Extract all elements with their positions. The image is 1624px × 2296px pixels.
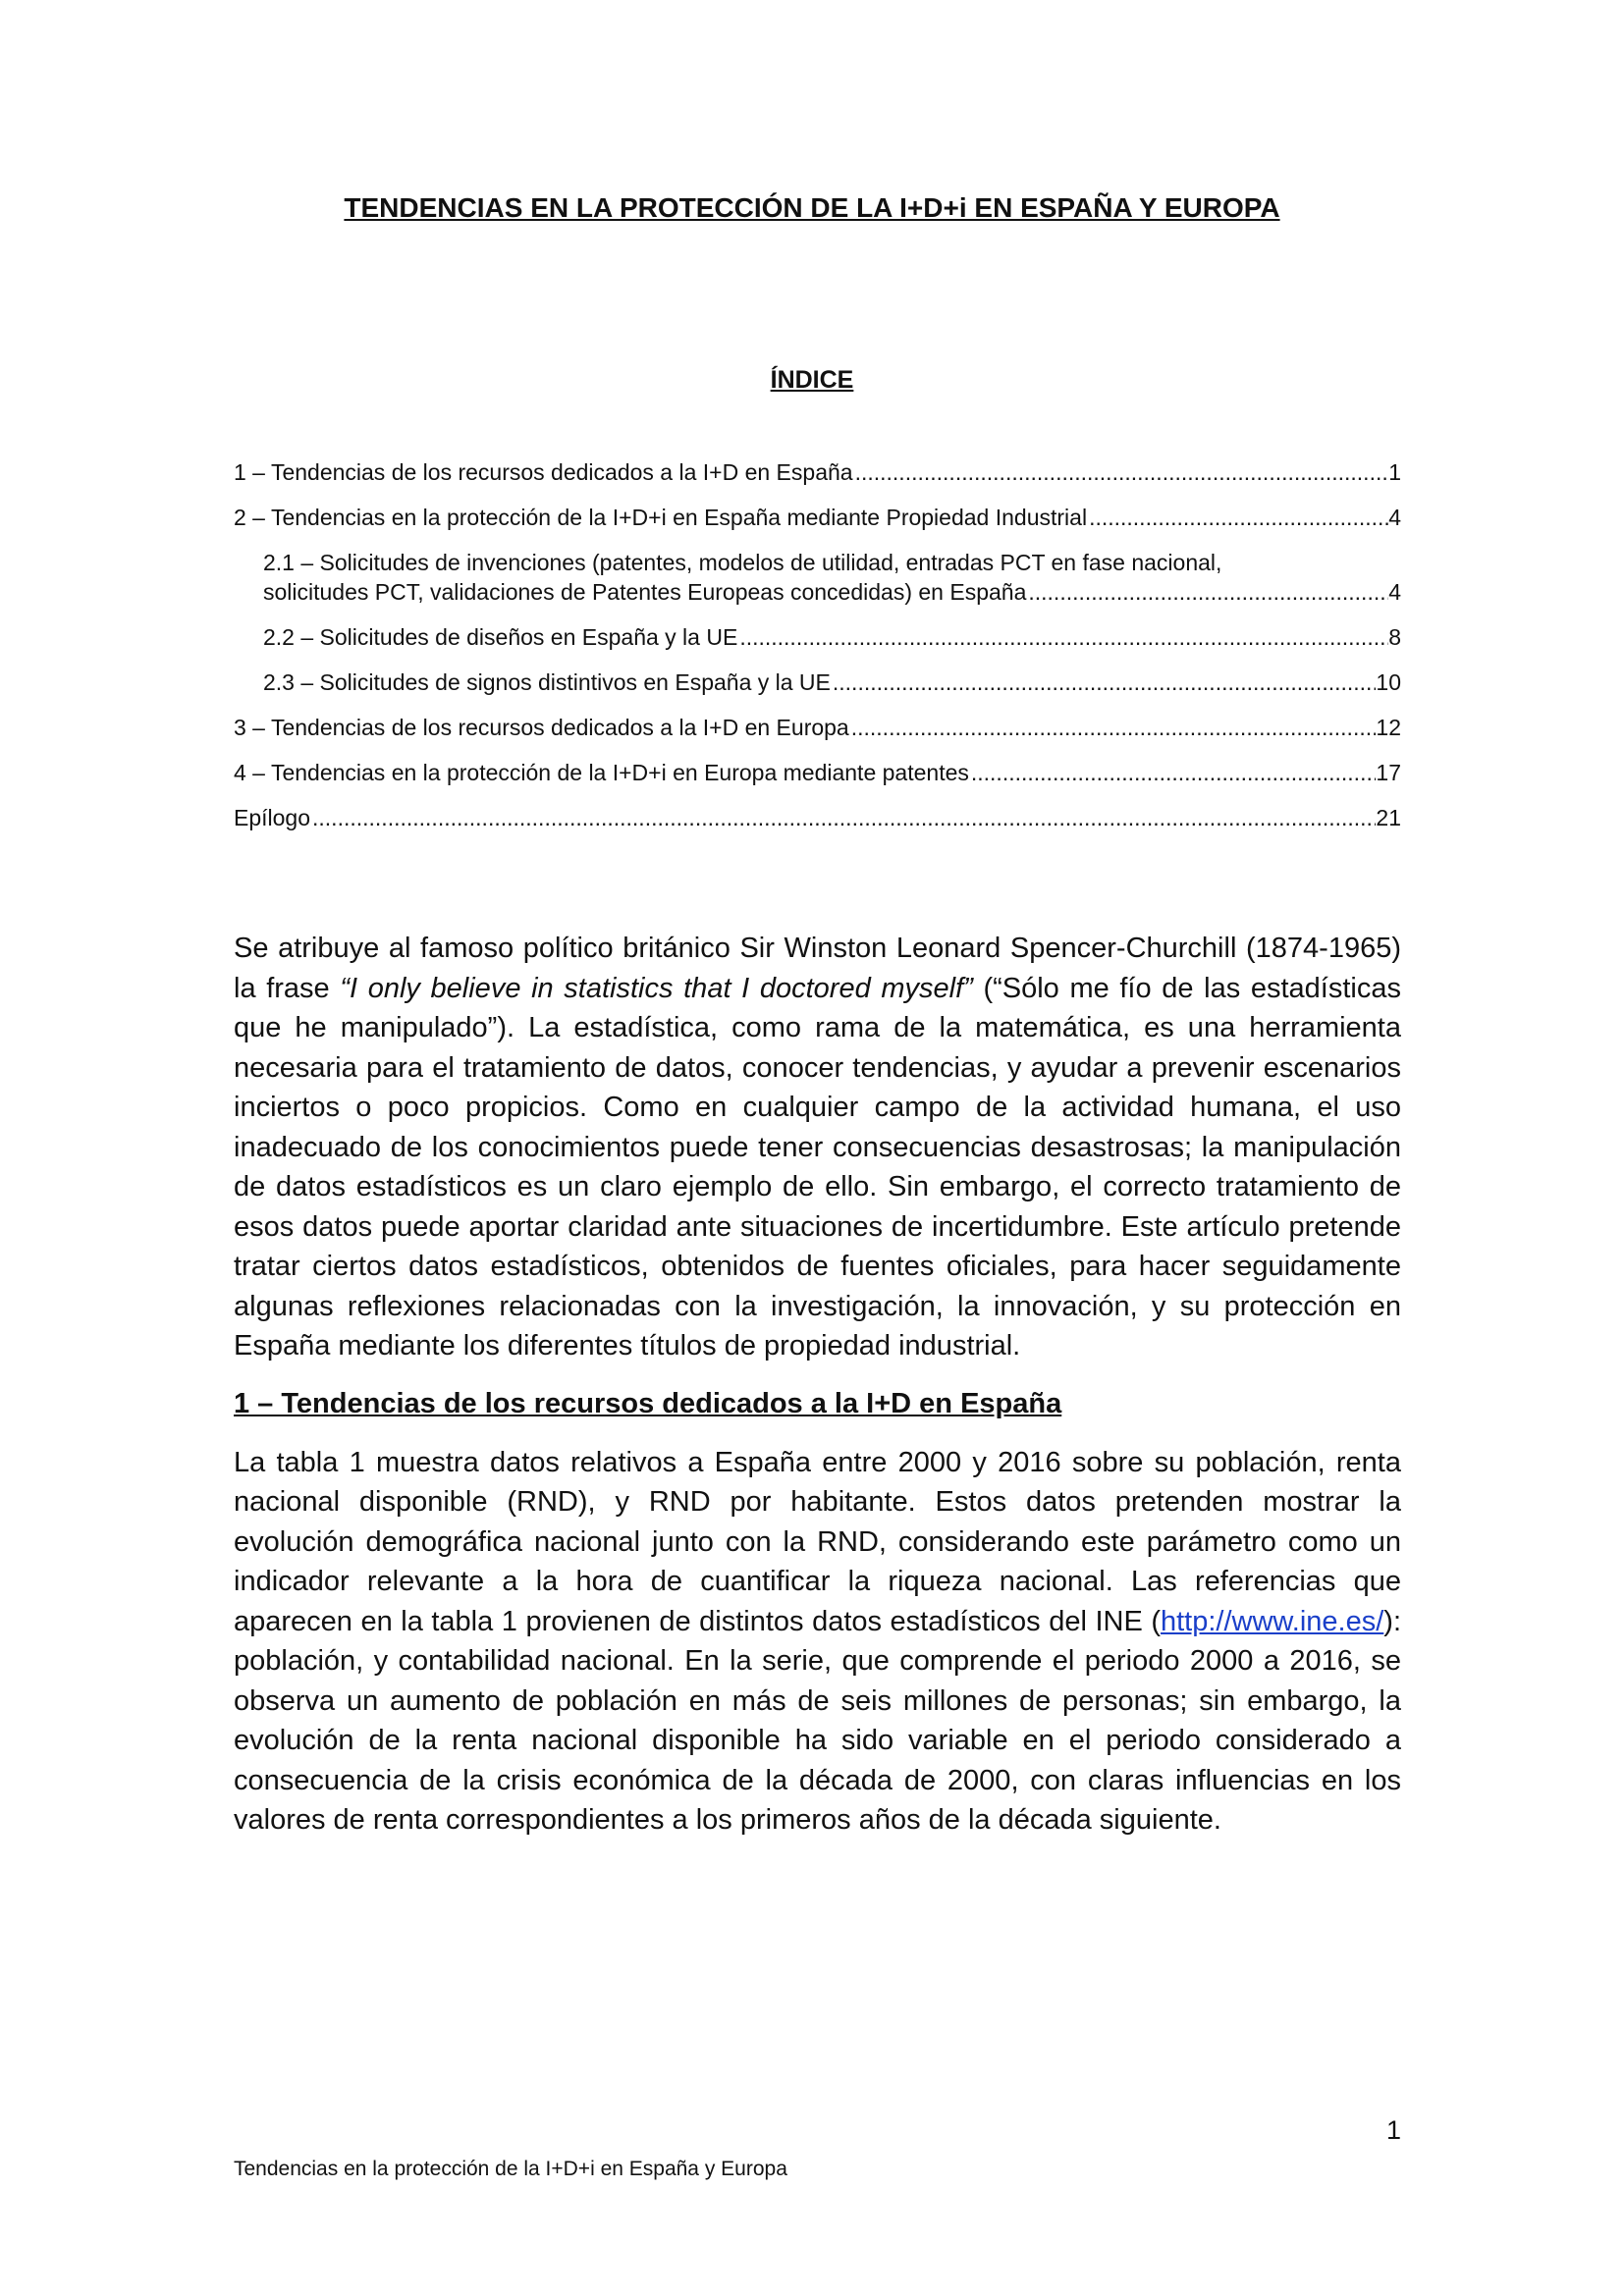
toc-entry-page: 21 — [1376, 805, 1401, 830]
toc-entry-title: 2.2 – Solicitudes de diseños en España y la UE — [263, 624, 738, 650]
toc-entry[interactable] — [234, 667, 1401, 697]
toc-leader-dots — [737, 622, 1388, 652]
toc-entry-title: 2.3 – Solicitudes de signos distintivos en España y la UE — [263, 669, 831, 695]
toc-entry[interactable] — [234, 713, 1401, 742]
toc-entry-title: 1 – Tendencias de los recursos dedicados a la I+D en España — [234, 459, 853, 485]
churchill-quote: “I only believe in statistics that I doctored myself” — [340, 972, 973, 1004]
toc-leader-dots — [831, 667, 1377, 697]
page-footer: Tendencias en la protección de la I+D+i en España y Europa — [234, 2158, 787, 2180]
toc-entry-page: 1 — [1388, 459, 1401, 485]
ine-link[interactable]: http://www.ine.es/ — [1161, 1605, 1384, 1637]
intro-text-start: Se atribuye al famoso político británico Sir Winston Leonard Spencer-Churchill (1874-1965) la frase — [234, 933, 1401, 1004]
section-1-text-end: ): población, y contabilidad nacional. En la serie, que comprende el periodo 2000 a 2016, se observa un aumento de población en más de seis millones de personas; sin embargo, la evolución de la renta nacional disponible ha sido variable en el periodo considerado a consecuencia de la crisis económica de la década de 2000, con claras influencias en los valores de renta correspondientes a los primeros años de la década siguiente. — [234, 1605, 1401, 1836]
toc-entry[interactable] — [234, 622, 1401, 652]
toc-entry[interactable] — [234, 758, 1401, 787]
toc-entry[interactable] — [234, 503, 1401, 532]
toc-heading: ÍNDICE — [770, 366, 854, 394]
section-1-paragraph — [234, 1443, 1401, 1841]
toc-entry-page: 4 — [1388, 505, 1401, 530]
document-body — [234, 929, 1401, 1841]
toc-entry-title: 2 – Tendencias en la protección de la I+D+i en España mediante Propiedad Industrial — [234, 505, 1088, 530]
toc-leader-dots — [853, 457, 1389, 487]
toc-entry-page: 12 — [1376, 715, 1401, 740]
toc-entry-title-line2: solicitudes PCT, validaciones de Patentes Europeas concedidas) en España — [263, 579, 1027, 605]
toc-entry-title: 3 – Tendencias de los recursos dedicados a la I+D en Europa — [234, 715, 849, 740]
page-number: 1 — [1385, 2115, 1401, 2145]
document-title: TENDENCIAS EN LA PROTECCIÓN DE LA I+D+i EN ESPAÑA Y EUROPA — [344, 192, 1280, 223]
toc-entry-page: 8 — [1388, 624, 1401, 650]
toc-entry-title: 4 – Tendencias en la protección de la I+D+i en Europa mediante patentes — [234, 760, 969, 785]
toc-entry-page: 10 — [1376, 669, 1401, 695]
toc-entry[interactable] — [234, 548, 1401, 607]
toc-entry-page: 17 — [1376, 760, 1401, 785]
toc-entry[interactable] — [234, 803, 1401, 832]
toc-entry-page: 4 — [1388, 579, 1401, 605]
toc-entry[interactable] — [234, 457, 1401, 487]
toc-leader-dots — [310, 803, 1376, 832]
toc-entry-title: Epílogo — [234, 805, 311, 830]
toc-leader-dots — [1087, 503, 1388, 532]
intro-paragraph — [234, 929, 1401, 1366]
toc-entry-title-line1: 2.1 – Solicitudes de invenciones (patentes, modelos de utilidad, entradas PCT en fase nacional, — [263, 550, 1222, 575]
section-1-text-start: La tabla 1 muestra datos relativos a España entre 2000 y 2016 sobre su población, renta nacional disponible (RND), y RND por habitante. Estos datos pretenden mostrar la evolución demográfica nacional junto con la RND, considerando este parámetro como un indicador relevante a la hora de cuantificar la riqueza nacional. Las referencias que aparecen en la tabla 1 provienen de distintos datos estadísticos del INE ( — [234, 1446, 1401, 1637]
toc-leader-dots — [1026, 577, 1388, 607]
toc-leader-dots — [849, 713, 1377, 742]
table-of-contents — [234, 457, 1401, 848]
intro-text-end: (“Sólo me fío de las estadísticas que he manipulado”). La estadística, como rama de la matemática, es una herramienta necesaria para el tratamiento de datos, conocer tendencias, y ayudar a prevenir escenarios inciertos o poco propicios. Como en cualquier campo de la actividad humana, el uso inadecuado de los conocimientos puede tener consecuencias desastrosas; la manipulación de datos estadísticos es un claro ejemplo de ello. Sin embargo, el correcto tratamiento de esos datos puede aportar claridad ante situaciones de incertidumbre. Este artículo pretende tratar ciertos datos estadísticos, obtenidos de fuentes oficiales, para hacer seguidamente algunas reflexiones relacionadas con la investigación, la innovación, y su protección en España mediante los diferentes títulos de propiedad industrial. — [234, 972, 1401, 1362]
toc-leader-dots — [969, 758, 1377, 787]
section-1-heading: 1 – Tendencias de los recursos dedicados a la I+D en España — [234, 1387, 1062, 1419]
